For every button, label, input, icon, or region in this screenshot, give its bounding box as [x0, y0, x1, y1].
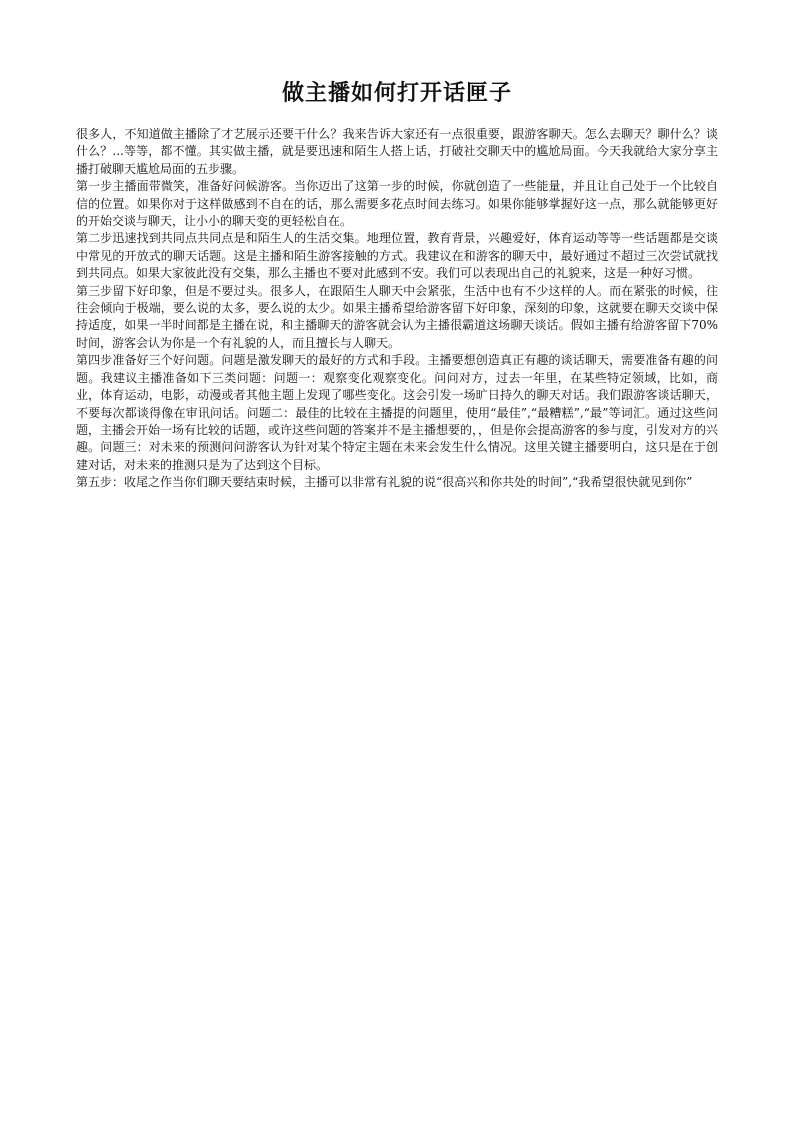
paragraph-step-4: 第四步准备好三个好问题。问题是激发聊天的最好的方式和手段。主播要想创造真正有趣的谈话聊天，需要准备有趣的问题。我建议主播准备如下三类问题：问题一：观察变化观察变化。问问对方，过去一年里，在某些特定领域，比如，商业，体育运动，电影，动漫或者其他主题上发现了哪些变化。这会引发一场旷日持久的聊天对话。我们跟游客谈话聊天，不要每次都谈得像在审讯问话。问题二：最佳的比较在主播提的问题里，使用“最佳”,“最糟糕”,“最”等词汇。通过这些问题，主播会开始一场有比较的话题，或许这些问题的答案并不是主播想要的，，但是你会提高游客的参与度，引发对方的兴趣。问题三：对未来的预测问问游客认为针对某个特定主题在未来会发生什么情况。这里关键主播要明白，这只是在于创建对话，对未来的推测只是为了达到这个目标。 [76, 353, 719, 472]
document-page [76, 0, 718, 492]
document-title: 做主播如何打开话匣子 [281, 80, 512, 106]
paragraph-intro: 很多人，不知道做主播除了才艺展示还要干什么？我来告诉大家还有一点很重要，跟游客聊天。怎么去聊天？聊什么？谈什么？...等等，都不懂。其实做主播，就是要迅速和陌生人搭上话，打破社交聊天中的尴尬局面。今天我就给大家分享主播打破聊天尴尬局面的五步骤。 [76, 127, 718, 176]
paragraph-step-2: 第二步迅速找到共同点共同点是和陌生人的生活交集。地理位置，教育背景，兴趣爱好，体育运动等等一些话题都是交谈中常见的开放式的聊天话题。这是主播和陌生游客接触的方式。我建议在和游客的聊天中，最好通过不超过三次尝试就找到共同点。如果大家彼此没有交集，那么主播也不要对此感到不安。我们可以表现出自己的礼貌来，这是一种好习惯。 [76, 231, 718, 281]
paragraph-step-1: 第一步主播面带微笑，准备好问候游客。当你迈出了这第一步的时候，你就创造了一些能量，并且让自己处于一个比较自信的位置。如果你对于这样做感到不自在的话，那么需要多花点时间去练习。如果你能够掌握好这一点，那么就能够更好的开始交谈与聊天，让小小的聊天变的更轻松自在。 [76, 179, 718, 229]
document-body [76, 126, 718, 492]
paragraph-step-5: 第五步：收尾之作当你们聊天要结束时候，主播可以非常有礼貌的说“很高兴和你共处的时间”,“我希望很快就见到你” [76, 475, 693, 490]
paragraph-step-3: 第三步留下好印象，但是不要过头。很多人，在跟陌生人聊天中会紧张，生活中也有不少这样的人。而在紧张的时候，往往会倾向于极端，要么说的太多，要么说的太少。如果主播希望给游客留下好印象，深刻的印象，这就要在聊天交谈中保持适度，如果一半时间都是主播在说，和主播聊天的游客就会认为主播很霸道这场聊天谈话。假如主播有给游客留下70%时间，游客会认为你是一个有礼貌的人，而且擅长与人聊天。 [76, 283, 718, 350]
